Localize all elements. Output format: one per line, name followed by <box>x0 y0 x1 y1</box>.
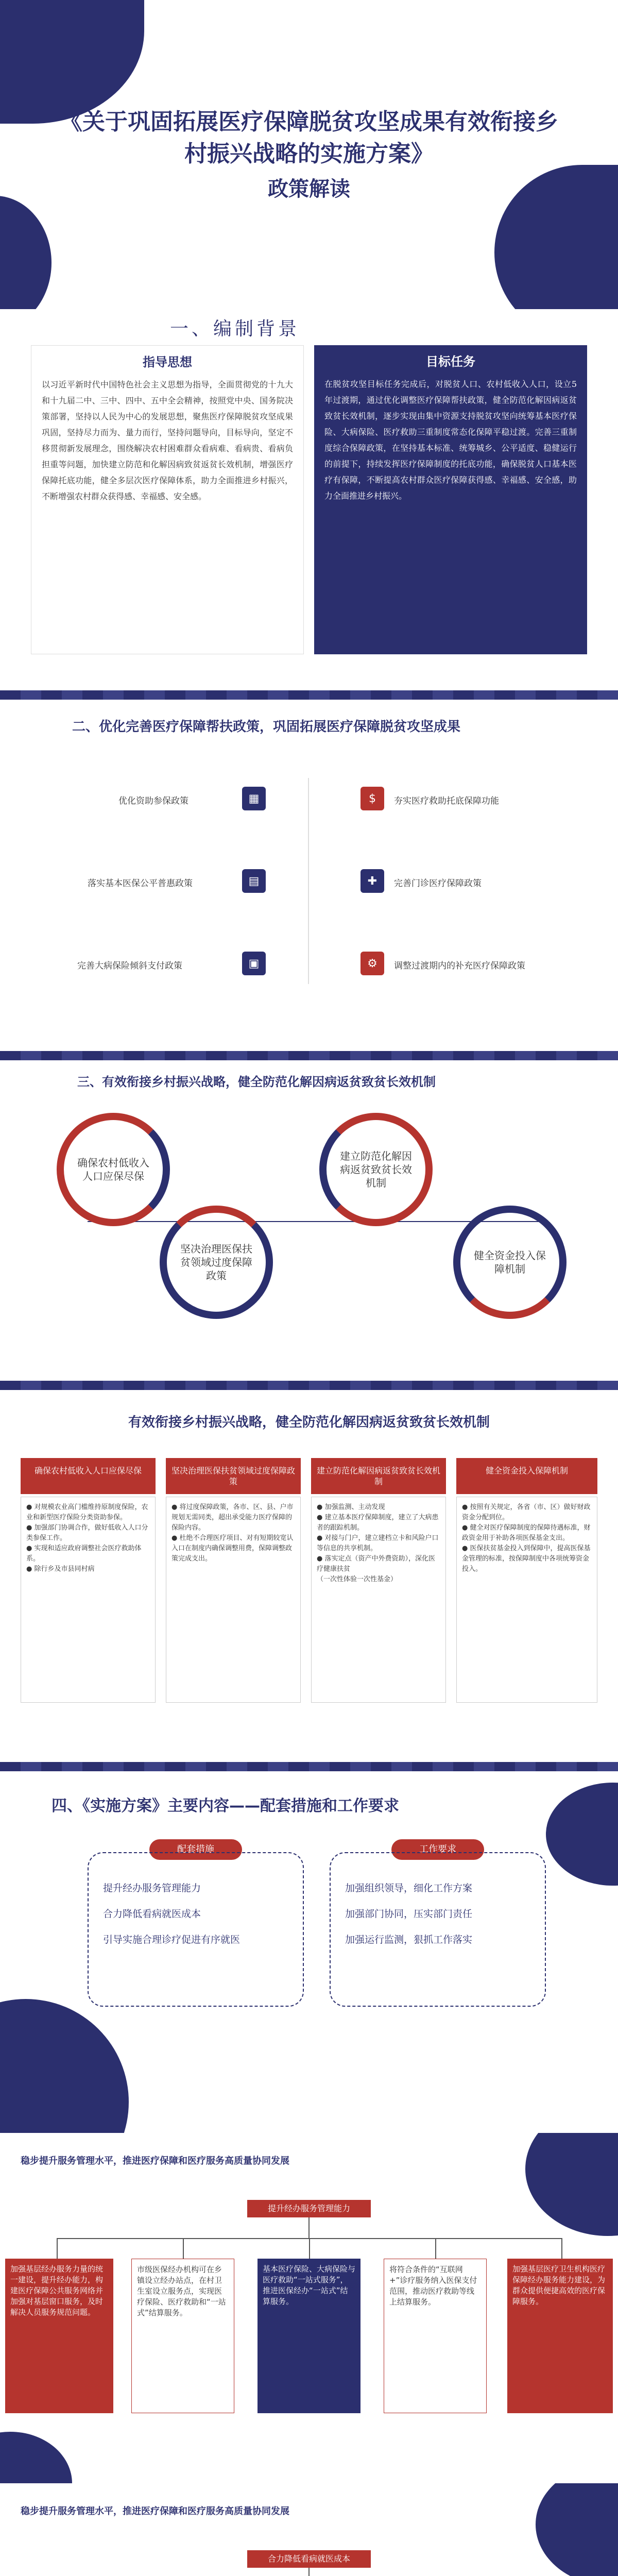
supporting-measures-pill: 配套措施 <box>149 1839 242 1860</box>
chart-icon: ▤ <box>242 869 266 893</box>
supporting-measure-1: 提升经办服务管理能力 <box>103 1883 201 1894</box>
service-box-2: 市级医保经办机构可在乡镇设立经办站点，在村卫生室设立服务点，实现医疗保险、医疗救助和“一站式”结算服务。 <box>131 2259 234 2413</box>
background-right-panel <box>314 345 587 654</box>
supporting-measures-box <box>88 1852 304 2007</box>
section5-decoration <box>525 2133 618 2236</box>
mechanism-card-4-body: ● 按照有关规定，各省（市、区）做好财政资金分配到位。 ● 健全对医疗保障制度的保障待遇标准，财政资金用于补助各项医保基金支出。 ● 医保扶贫基金投入到保障中，提高医保基金管理的标准，按保障制度中各项统筹资金投入。 <box>456 1497 597 1703</box>
mechanism-circle-2-text: 坚决治理医保扶贫领域过度保障政策 <box>180 1243 252 1282</box>
mechanism-circle-4 <box>453 1206 566 1319</box>
section6-stem <box>308 2568 310 2576</box>
service-box-5: 加强基层医疗卫生机构医疗保障经办服务能力建设，为群众提供便捷高效的医疗保障服务。 <box>507 2259 613 2413</box>
section3b <box>0 1381 618 1752</box>
folder-icon: ▣ <box>242 952 266 975</box>
policy-item-1-label: 优化资助参保政策 <box>118 796 188 806</box>
section4-decoration-left <box>0 1999 129 2133</box>
section4-top-stripe <box>0 1762 618 1771</box>
guiding-thought-text: 以习近平新时代中国特色社会主义思想为指导，全面贯彻党的十九大和十九届二中、三中、四中、五中全会精神，按照党中央、国务院决策部署，坚持以人民为中心的发展思想，聚焦医疗保障脱贫攻坚成果巩固，坚持尽力而为、量力而行，坚持问题导向，目标导向，坚定不移贯彻新发展理念，围绕解决农村困难群众看病难、看病贵、看病负担重等问题，加快建立防范和化解因病致贫返贫长效机制，增强医疗保障托底功能，健全多层次医疗保障体系，助力全面推进乡村振兴，不断增强农村群众获得感、幸福感、安全感。 <box>42 380 293 501</box>
section2-top-stripe <box>0 690 618 700</box>
section3-heading: 三、有效衔接乡村振兴战略，健全防范化解因病返贫致贫长效机制 <box>77 1075 436 1089</box>
goal-task-text: 在脱贫攻坚目标任务完成后，对脱贫人口、农村低收入人口，设立5年过渡期，通过优化调整医疗保障帮扶政策，健全防范化解因病返贫致贫长效机制，逐步实现由集中资源支持脱贫攻坚向统筹基本医疗保险、大病保险、医疗救助三重制度常态化保障平稳过渡。完善三重制度综合保障政策，在坚持基本标准、统筹城乡、公平适度、稳健运行的前提下，持续发挥医疗保障制度的托底功能，确保脱贫人口基本医疗有保障，不断提高农村群众医疗保障获得感、幸福感、安全感，助力全面推进乡村振兴。 <box>324 379 577 501</box>
section2-divider <box>308 778 309 984</box>
header-section <box>0 0 618 330</box>
section2 <box>0 690 618 1041</box>
background-heading: 一、编制背景 <box>170 318 300 340</box>
document-icon: ▦ <box>242 787 266 810</box>
section6-center-bar: 合力降低看病就医成本 <box>247 2550 371 2568</box>
mechanism-card-4-head: 健全资金投入保障机制 <box>456 1458 597 1494</box>
work-requirement-3: 加强运行监测，狠抓工作落实 <box>345 1934 473 1945</box>
policy-item-3-label: 完善大病保险倾斜支付政策 <box>77 961 182 971</box>
mechanism-circle-2 <box>160 1206 273 1319</box>
mechanism-card-1-body: ● 对规模农业高门槛维持原制度保险，农业和新型医疗保险分类资助参保。 ● 加强部门协调合作，做好低收入人口分类参保工作。 ● 实现和适应政府调整社会医疗救助体系。 ● 除行乡及市县同村病 <box>21 1497 156 1703</box>
section4-heading: 四、《实施方案》主要内容——配套措施和工作要求 <box>52 1797 399 1815</box>
section6-banner: 稳步提升服务管理水平，推进医疗保障和医疗服务高质量协同发展 <box>21 2506 289 2517</box>
mechanism-card-3-head: 建立防范化解因病返贫致贫长效机制 <box>311 1458 446 1494</box>
section2-heading: 二、优化完善医疗保障帮扶政策，巩固拓展医疗保障脱贫攻坚成果 <box>72 719 461 735</box>
mechanism-circle-3 <box>319 1113 433 1226</box>
mechanism-card-2-head: 坚决治理医保扶贫领域过度保障政策 <box>166 1458 301 1494</box>
section3b-top-stripe <box>0 1381 618 1390</box>
settings-icon: ⚙ <box>360 952 384 975</box>
work-requirements-box <box>330 1852 546 2007</box>
guiding-thought-title: 指导思想 <box>143 355 192 369</box>
work-requirements-pill: 工作要求 <box>391 1839 484 1860</box>
section5-banner: 稳步提升服务管理水平，推进医疗保障和医疗服务高质量协同发展 <box>21 2156 289 2166</box>
section4 <box>0 1762 618 2133</box>
service-box-4: 将符合条件的“互联网+”诊疗服务纳入医保支付范围，推动医疗救助等线上结算服务。 <box>384 2259 487 2413</box>
page-title-line2: 村振兴战略的实施方案》 <box>184 141 434 167</box>
mechanism-card-3-body: ● 加强监测、主动发现 ● 建立基本医疗保障制度，建立了大病患者的跟踪机制。 ● 对接与门户，建立建档立卡和风险户口等信息的共享机制。 ● 落实定点（资产中外费资助），深化医疗健康扶贫 （一次性体验一次性基金） <box>311 1497 446 1703</box>
section5-drop-2 <box>183 2238 184 2259</box>
section4-decoration-right <box>546 1783 618 1886</box>
mechanism-circle-3-text: 建立防范化解因病返贫致贫长效机制 <box>340 1150 412 1189</box>
policy-item-6-label: 调整过渡期内的补充医疗保障政策 <box>394 961 525 971</box>
mechanism-circle-1 <box>57 1113 170 1226</box>
section5-decoration-bottom <box>0 2432 72 2483</box>
section6-decoration <box>536 2483 618 2576</box>
policy-item-2-label: 落实基本医保公平普惠政策 <box>88 878 193 889</box>
money-icon: $ <box>360 787 384 810</box>
policy-item-5-label: 完善门诊医疗保障政策 <box>394 878 482 889</box>
service-box-1: 加强基层经办服务力量的统一建设，提升经办能力，构建医疗保障公共服务网络并加强对基层窗口服务，及时解决人员服务规范问题。 <box>5 2259 113 2413</box>
background-section <box>0 309 618 680</box>
background-left-panel <box>31 345 304 654</box>
section5-drop-3 <box>309 2238 310 2259</box>
page-title-line1: 《关于巩固拓展医疗保障脱贫攻坚成果有效衔接乡 <box>60 109 558 135</box>
mechanism-circle-4-text: 健全资金投入保障机制 <box>474 1249 546 1275</box>
section5-center-bar: 提升经办服务管理能力 <box>247 2200 371 2217</box>
section5-drop-1 <box>57 2238 58 2259</box>
section5-stem <box>308 2217 310 2238</box>
section5 <box>0 2133 618 2483</box>
section3 <box>0 1051 618 1370</box>
work-requirement-1: 加强组织领导，细化工作方案 <box>345 1883 473 1894</box>
section3-top-stripe <box>0 1051 618 1060</box>
work-requirement-2: 加强部门协同，压实部门责任 <box>345 1908 473 1920</box>
page-subtitle: 政策解读 <box>268 177 350 201</box>
goal-task-title: 目标任务 <box>426 354 475 369</box>
section5-drop-4 <box>435 2238 436 2259</box>
supporting-measure-3: 引导实施合理诊疗促进有序就医 <box>103 1934 241 1945</box>
hospital-icon: ✚ <box>360 869 384 893</box>
service-box-3: 基本医疗保险、大病保险与医疗救助“一站式服务”，推进医保经办“一站式”结算服务。 <box>258 2259 360 2413</box>
section6 <box>0 2483 618 2576</box>
policy-item-4-label: 夯实医疗救助托底保障功能 <box>394 796 499 806</box>
mechanism-card-1-head: 确保农村低收入人口应保尽保 <box>21 1458 156 1494</box>
section3b-title: 有效衔接乡村振兴战略，健全防范化解因病返贫致贫长效机制 <box>128 1415 490 1430</box>
section5-drop-5 <box>561 2238 562 2259</box>
mechanism-card-2-body: ● 将过度保障政策，各市、区、县、户市规划无需同类，超出承受能力医疗保障的保险内容。 ● 杜绝不合理医疗项目、对有短期较宽认入口在制度内确保调整用费，保障调整政策完成支出。 <box>166 1497 301 1703</box>
mechanism-circle-1-text: 确保农村低收入人口应保尽保 <box>77 1157 149 1182</box>
supporting-measure-2: 合力降低看病就医成本 <box>103 1908 201 1920</box>
